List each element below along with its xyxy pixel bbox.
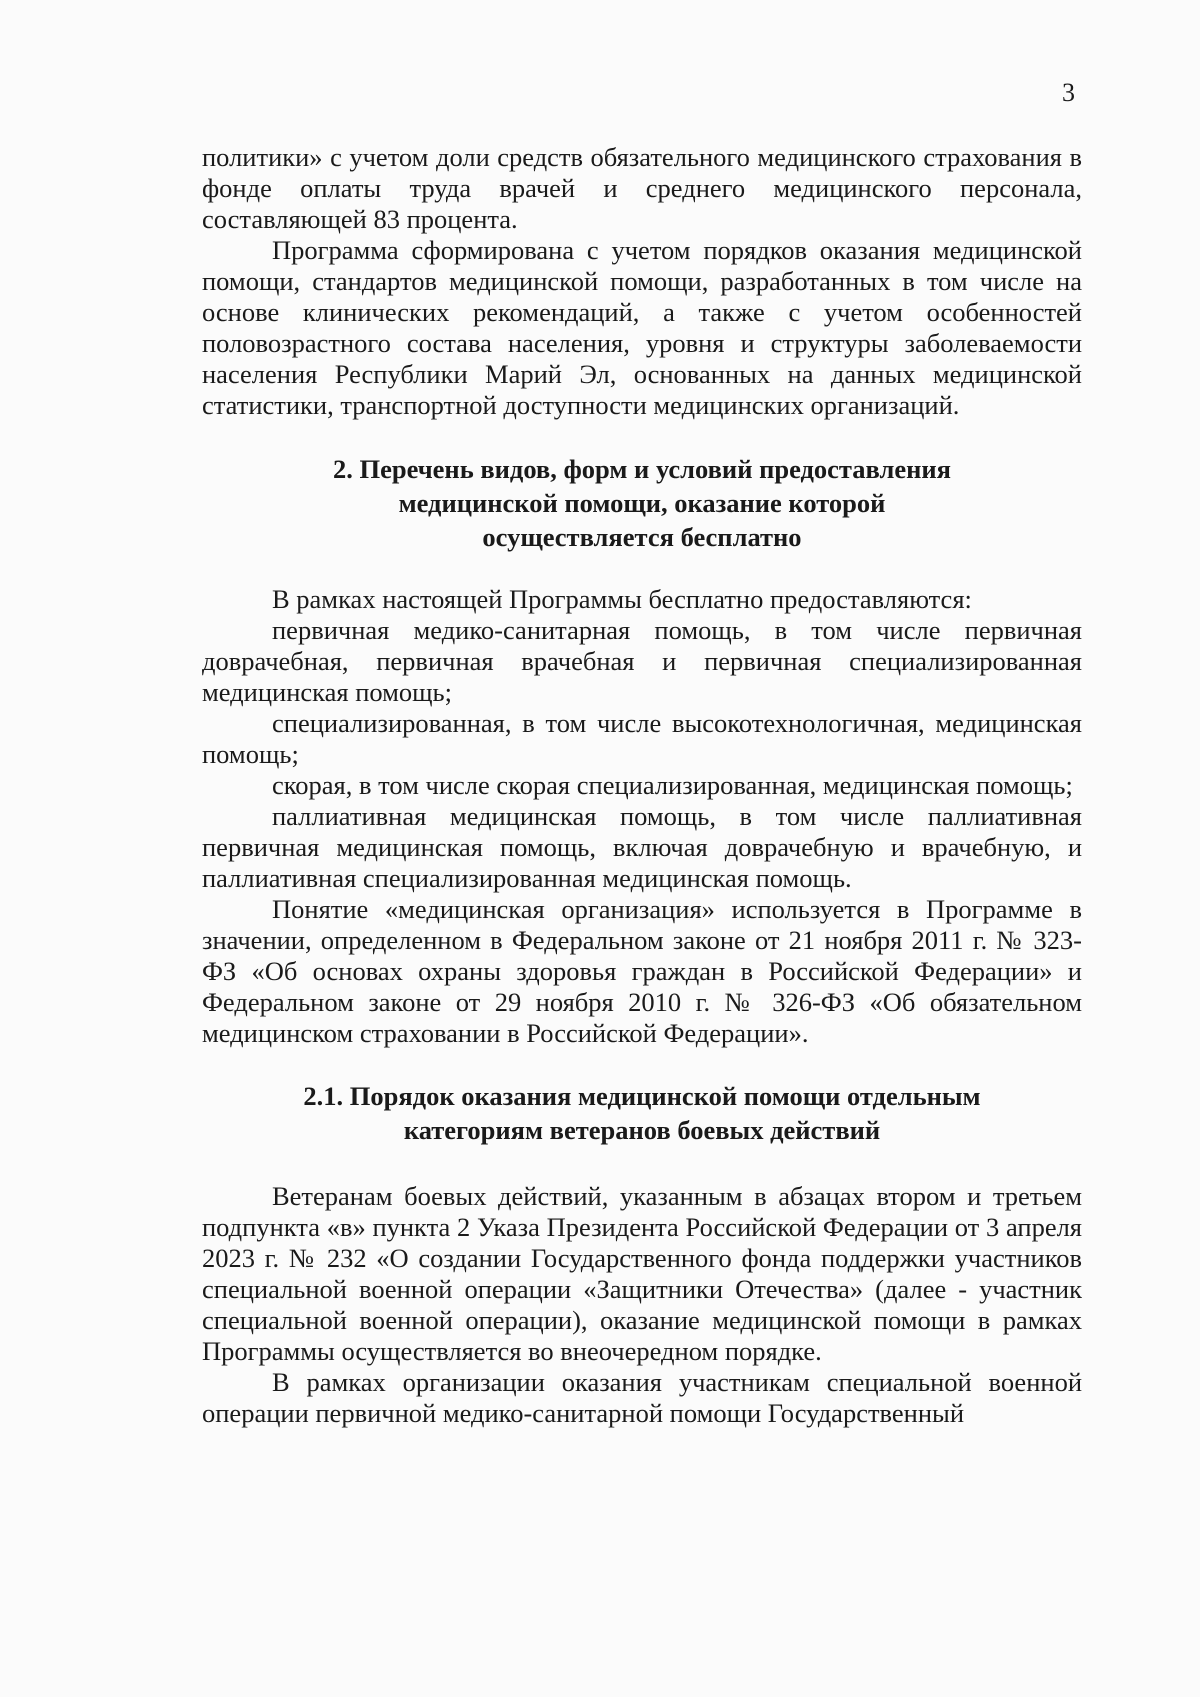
document-body: [202, 142, 1082, 1429]
list-item-emergency-care: скорая, в том числе скорая специализированная, медицинская помощь;: [272, 770, 1073, 800]
spacer: [202, 554, 1082, 584]
list-item-palliative-care: паллиативная медицинская помощь, в том числе паллиативная первичная медицинская помощь, включая доврачебную и врачебную, и паллиативная специализированная медицинская помощь.: [202, 801, 1082, 893]
paragraph-organization: В рамках организации оказания участникам специальной военной операции первичной медико-санитарной помощи Государственный: [202, 1367, 1082, 1428]
list-item-specialized-care: специализированная, в том числе высокотехнологичная, медицинская помощь;: [202, 708, 1082, 769]
section-2-1-heading-line: категориям ветеранов боевых действий: [403, 1115, 881, 1145]
section-2-heading-line: медицинской помощи, оказание которой: [398, 488, 886, 518]
spacer: [202, 1049, 1082, 1079]
paragraph-veterans: Ветеранам боевых действий, указанным в абзацах втором и третьем подпункта «в» пункта 2 Указа Президента Российской Федерации от 3 апреля 2023 г. № 232 «О создании Государственного фонда поддержки участников специальной военной операции «Защитники Отечества» (далее - участник специальной военной операции), оказание медицинской помощи в рамках Программы осуществляется во внеочередном порядке.: [202, 1181, 1082, 1366]
paragraph-definition: Понятие «медицинская организация» используется в Программе в значении, определенном в Федеральном законе от 21 ноября 2011 г. № 323-ФЗ «Об основах охраны здоровья граждан в Российской Федерации» и Федеральном законе от 29 ноября 2010 г. № 326-ФЗ «Об обязательном медицинском страховании в Российской Федерации».: [202, 894, 1082, 1048]
section-2-heading-line: 2. Перечень видов, форм и условий предоставления: [333, 454, 951, 484]
section-2-heading-line: осуществляется бесплатно: [482, 522, 802, 552]
spacer: [202, 421, 1082, 452]
spacer: [202, 1147, 1082, 1181]
page-number: 3: [1062, 78, 1075, 107]
section-2-heading: [202, 452, 1082, 554]
paragraph-program-formed: Программа сформирована с учетом порядков оказания медицинской помощи, стандартов медицинской помощи, разработанных в том числе на основе клинических рекомендаций, а также с учетом особенностей половозрастного состава населения, уровня и структуры заболеваемости населения Республики Марий Эл, основанных на данных медицинской статистики, транспортной доступности медицинских организаций.: [202, 235, 1082, 420]
paragraph-intro: В рамках настоящей Программы бесплатно предоставляются:: [272, 584, 972, 614]
section-2-1-heading-line: 2.1. Порядок оказания медицинской помощи отдельным: [303, 1081, 981, 1111]
section-2-1-heading: [202, 1079, 1082, 1147]
list-item-primary-care: первичная медико-санитарная помощь, в том числе первичная доврачебная, первичная врачебная и первичная специализированная медицинская помощь;: [202, 615, 1082, 707]
paragraph-continuation: политики» с учетом доли средств обязательного медицинского страхования в фонде оплаты труда врачей и среднего медицинского персонала, составляющей 83 процента.: [202, 142, 1082, 234]
